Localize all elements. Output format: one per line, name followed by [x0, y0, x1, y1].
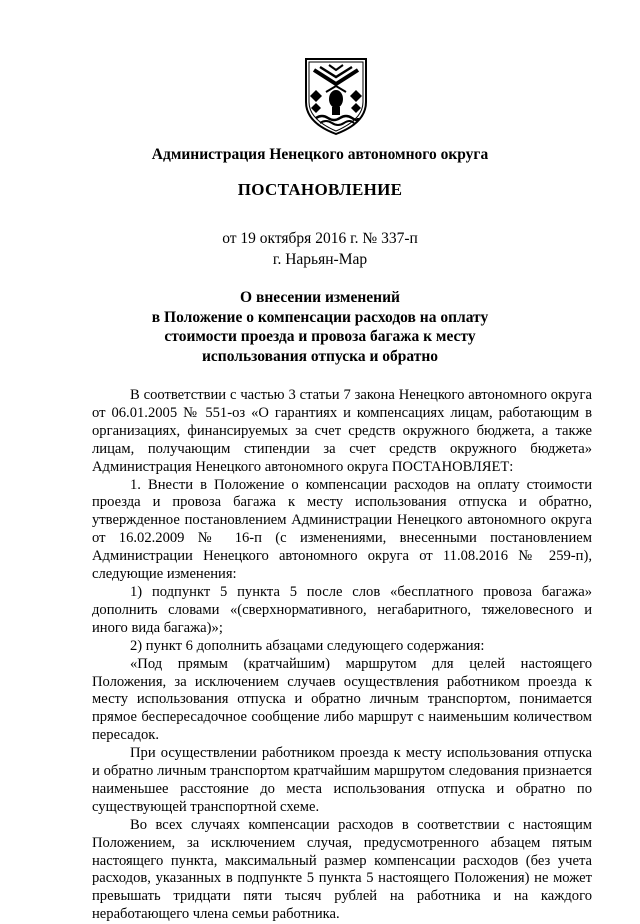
body-paragraph: 2) пункт 6 дополнить абзацами следующего содержания:: [130, 637, 485, 654]
body-paragraph: При осуществлении работником проезда к месту использования отпуска и обратно личным транспортом кратчайшим маршрутом следования признается наименьшее расстояние до места использования отпуска и обратно по существующей транспортной схеме.: [92, 745, 592, 815]
document-city: г. Нарьян-Мар: [272, 251, 368, 268]
title-line: стоимости проезда и провоза багажа к месту: [164, 328, 476, 345]
document-date-number: от 19 октября 2016 г. № 337-п: [222, 230, 418, 247]
title-line: в Положение о компенсации расходов на оплату: [151, 308, 489, 326]
document-title: [0, 288, 640, 366]
coat-of-arms-emblem: [302, 56, 370, 136]
document-body: [92, 387, 592, 924]
body-paragraph: 1) подпункт 5 пункта 5 после слов «бесплатного провоза багажа» дополнить словами «(сверхнормативного, негабаритного, тяжеловесного и иного вида багажа)»;: [92, 583, 592, 636]
body-paragraph: Во всех случаях компенсации расходов в соответствии с настоящим Положением, за исключением случая, предусмотренного абзацем пятым настоящего пункта, максимальный размер компенсации расходов (без учета расходов, указанных в подпункте 5 пункта 5 настоящего Положения) не может превышать тридцати пяти тысяч рублей на работника и на каждого неработающего члена семьи работника.: [92, 816, 592, 923]
title-line: О внесении изменений: [240, 289, 400, 306]
title-line: использования отпуска и обратно: [201, 347, 439, 365]
body-paragraph: «Под прямым (кратчайшим) маршрутом для целей настоящего Положения, за исключением случаев осуществления работником проезда к месту использования отпуска и обратно личным транспортом, понимается прямое беспересадочное сообщение либо маршрут с наименьшим количеством пересадок.: [92, 655, 592, 744]
organization-name: Администрация Ненецкого автономного округа: [151, 146, 489, 163]
body-paragraph: 1. Внести в Положение о компенсации расходов на оплату стоимости проезда и провоза багажа к месту использования отпуска и обратно, утвержденное постановлением Администрации Ненецкого автономного округа от 16.02.2009 № 16-п (с изменениями, внесенными постановлением Администрации Ненецкого автономного округа от 11.08.2016 № 259-п), следующие изменения:: [92, 476, 592, 583]
document-type: ПОСТАНОВЛЕНИЕ: [237, 180, 403, 199]
body-paragraph: В соответствии с частью 3 статьи 7 закона Ненецкого автономного округа от 06.01.2005 № 551-оз «О гарантиях и компенсациях лицам, работающим в организациях, финансируемых за счет средств окружного бюджета, а также лицам, получающим стипендии за счет средств окружного бюджета» Администрация Ненецкого автономного округа ПОСТАНОВЛЯЕТ:: [92, 387, 592, 475]
